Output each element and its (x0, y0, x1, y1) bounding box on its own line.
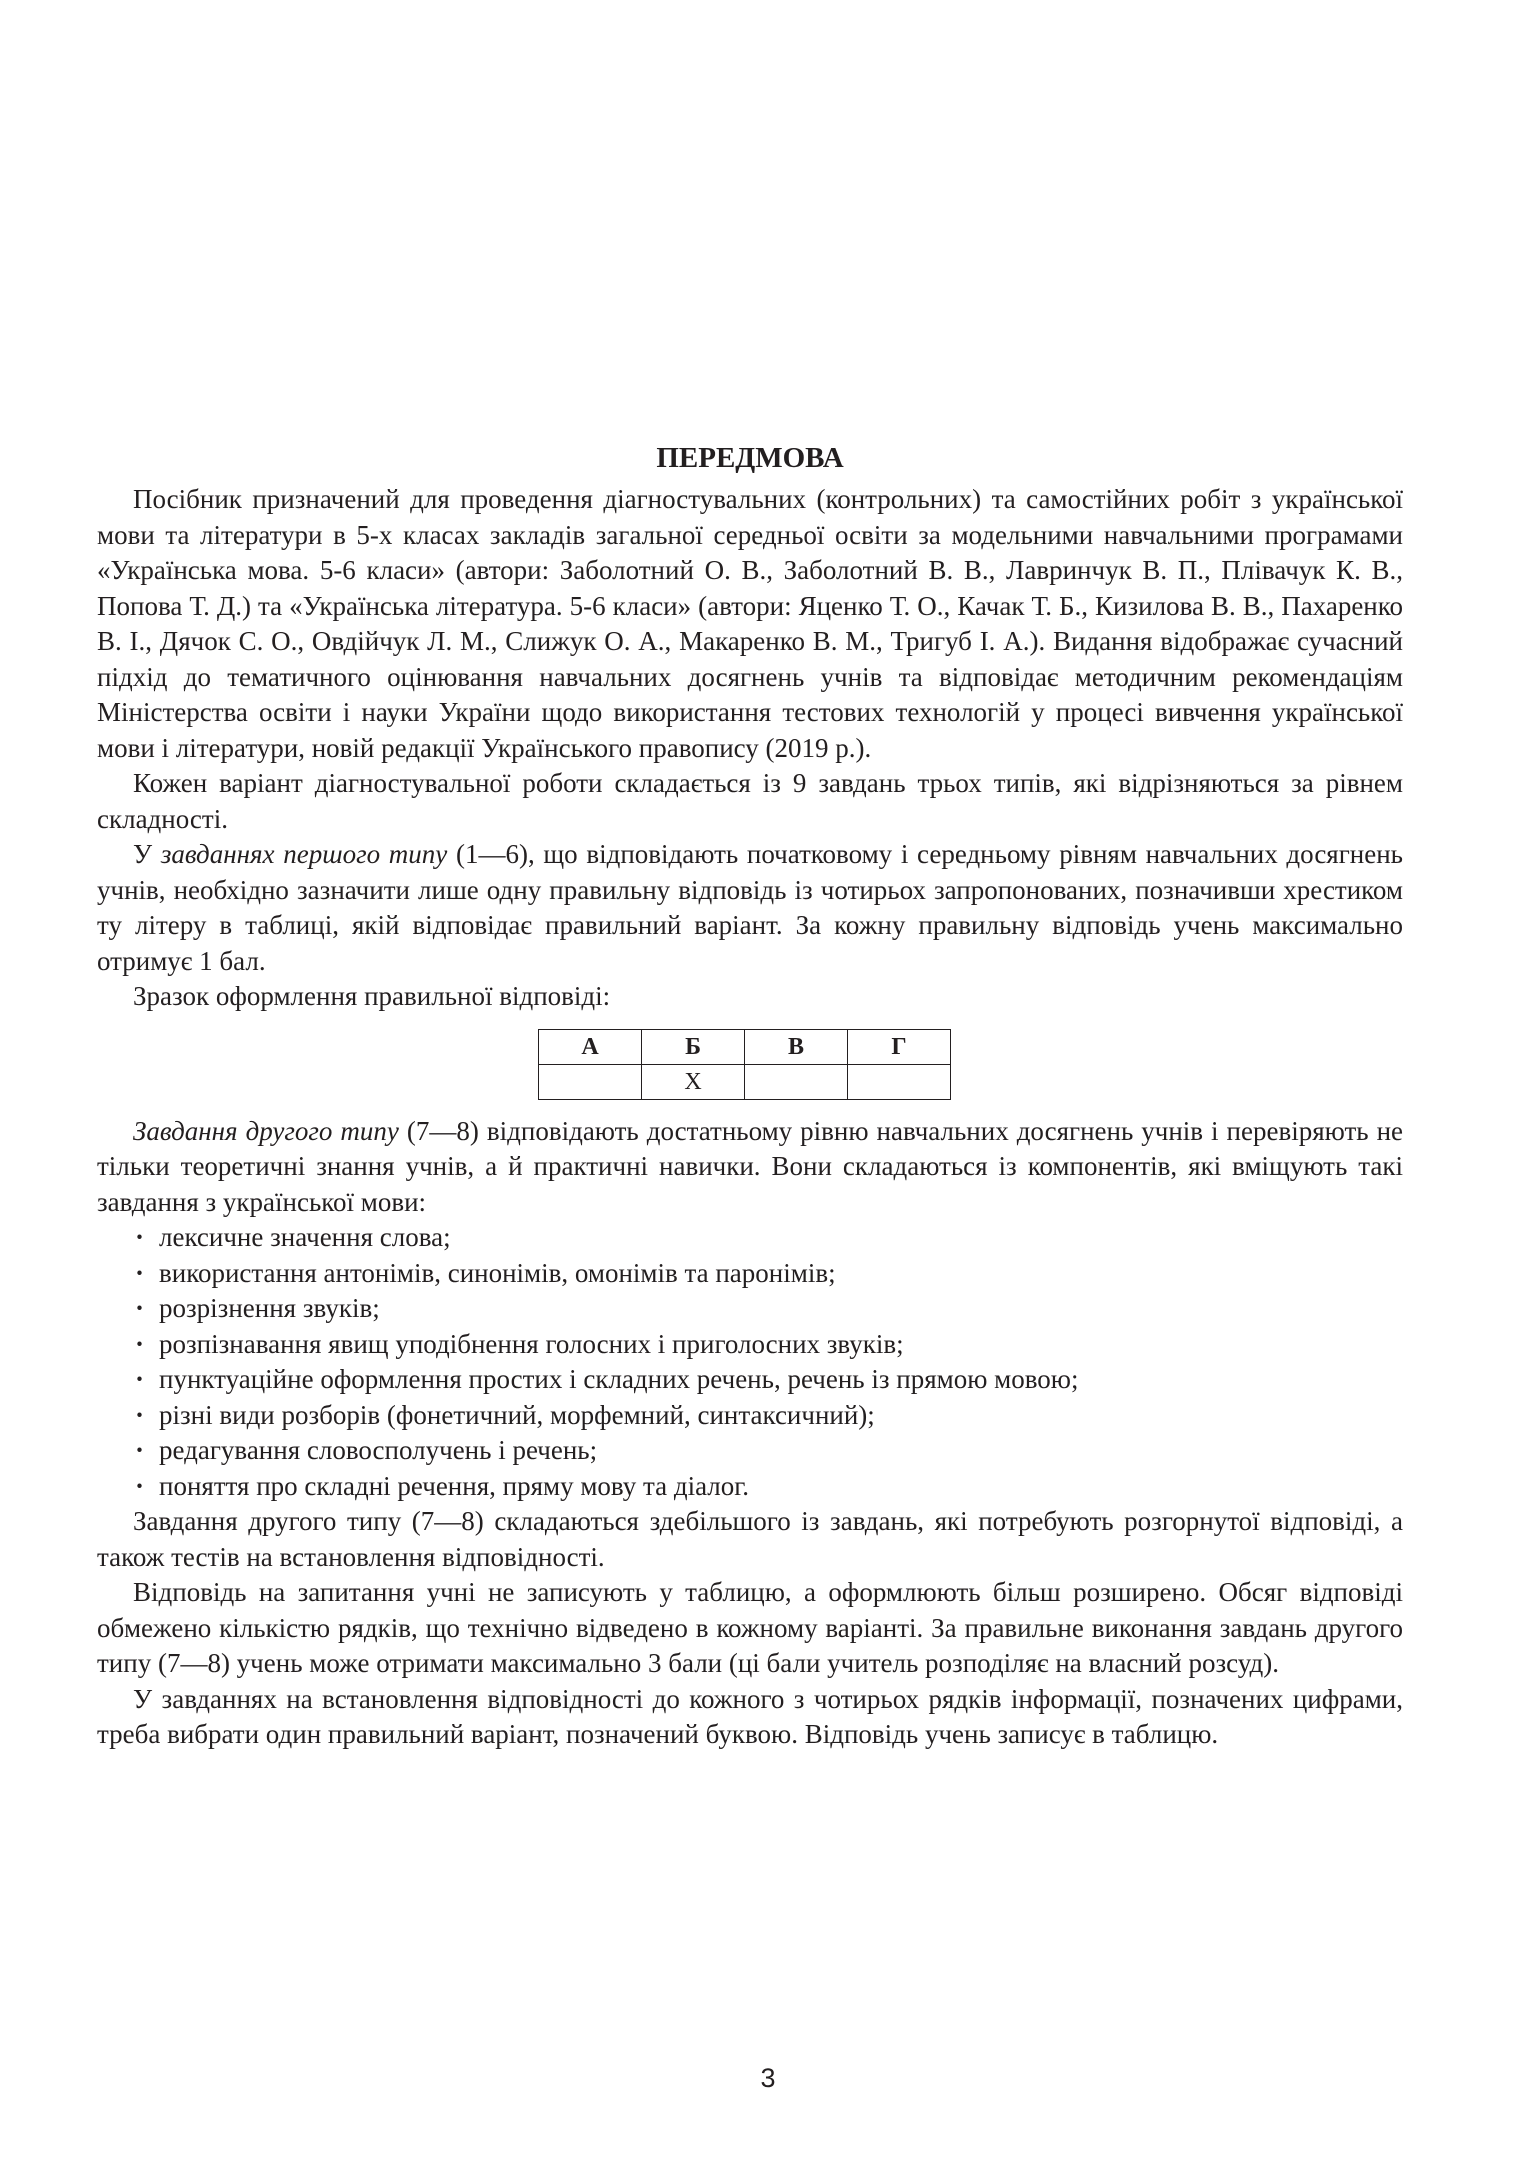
paragraph-intro: Посібник призначений для проведення діагностувальних (контрольних) та самостійних робіт з української мови та літератури в 5-х класах закладів загальної середньої освіти за модельними навчальними програмами «Українська мова. 5-6 класи» (автори: Заболотний О. В., Заболотний В. В., Лавринчук В. П., Плівачук К. В., Попова Т. Д.) та «Українська література. 5-6 класи» (автори: Яценко Т. О., Качак Т. Б., Кизилова В. В., Пахаренко В. І., Дячок С. О., Овдійчук Л. М., Слижук О. А., Макаренко В. М., Тригуб І. А.). Видання відображає сучасний підхід до тематичного оцінювання навчальних досягнень учнів та відповідає методичним рекомендаціям Міністерства освіти і науки України щодо використання тестових технологій у процесі вивчення української мови і літератури, новій редакції Українського правопису (2019 р.). (97, 484, 1403, 763)
list-item (135, 1362, 1403, 1398)
list-item (135, 1256, 1403, 1292)
second-type-term: Завдання другого типу (133, 1115, 399, 1146)
page-title: ПЕРЕДМОВА (656, 442, 844, 474)
list-item-text: лексичне значення слова; (159, 1222, 451, 1252)
list-item (135, 1220, 1403, 1256)
paragraph-second-type (97, 1114, 1403, 1221)
bullet-dot-icon: · (135, 1293, 145, 1323)
second-type-text: (7—8) відповідають достатньому рівню навчальних досягнень учнів і перевіряють не тільки теоретичні знання учнів, а й практичні навички. Вони складаються із компонентів, які вміщують такі завдання з української мови: (97, 1115, 1403, 1217)
list-item (135, 1469, 1403, 1505)
list-item-text: різні види розборів (фонетичний, морфемний, синтаксичний); (159, 1399, 875, 1430)
list-item (135, 1291, 1403, 1327)
list-item-text: використання антонімів, синонімів, омонімів та паронімів; (159, 1257, 836, 1288)
answer-header-h: Г (848, 1029, 951, 1064)
paragraph-answer-format: Відповідь на запитання учні не записують у таблицю, а оформлюють більш розширено. Обсяг відповіді обмежено кількістю рядків, що технічно відведено в кожному варіанті. За правильне виконання завдань другого типу (7—8) учень може отримати максимально 3 бали (ці бали учитель розподіляє на власний розсуд). (97, 1577, 1403, 1678)
task-components-list (97, 1220, 1403, 1504)
paragraph-first-type (97, 837, 1403, 979)
list-item-text: поняття про складні речення, пряму мову та діалог. (159, 1470, 750, 1501)
answer-cell-b: X (642, 1064, 745, 1099)
paragraph-matching-tasks: У завданнях на встановлення відповідності до кожного з чотирьох рядків інформації, позначених цифрами, треба вибрати один правильний варіант, позначений буквою. Відповідь учень записує в таблицю. (97, 1683, 1403, 1749)
paragraph-second-type-details: Завдання другого типу (7—8) складаються здебільшого із завдань, які потребують розгорнутої відповіді, а також тестів на встановлення відповідності. (97, 1506, 1403, 1572)
bullet-dot-icon: · (135, 1399, 145, 1430)
first-type-lead: У (133, 839, 161, 869)
bullet-dot-icon: · (135, 1328, 145, 1359)
answer-header-b: Б (642, 1029, 745, 1064)
answer-cell-v (745, 1064, 848, 1099)
answer-cell-h (848, 1064, 951, 1099)
bullet-dot-icon: · (135, 1435, 145, 1465)
first-type-text: (1—6), що відповідають початковому і середньому рівням навчальних досягнень учнів, необхідно зазначити лише одну правильну відповідь із чотирьох запропонованих, позначивши хрестиком ту літеру в таблиці, якій відповідає правильний варіант. За кожну правильну відповідь учень максимально отримує 1 бал. (97, 839, 1403, 976)
paragraph-variant-structure: Кожен варіант діагностувальної роботи складається із 9 завдань трьох типів, які відрізняються за рівнем складності. (97, 768, 1403, 834)
bullet-dot-icon: · (135, 1470, 145, 1501)
list-item-text: пунктуаційне оформлення простих і складних речень, речень із прямою мовою; (159, 1364, 1079, 1394)
page-number: 3 (760, 2063, 776, 2093)
first-type-term: завданнях першого типу (160, 839, 448, 869)
answer-header-v: В (745, 1029, 848, 1064)
preface-page (97, 440, 1403, 1753)
answer-header-a: А (539, 1029, 642, 1064)
list-item (135, 1433, 1403, 1469)
answer-table-header-row (539, 1029, 951, 1064)
list-item (135, 1398, 1403, 1434)
paragraph-sample-caption: Зразок оформлення правильної відповіді: (133, 981, 611, 1011)
list-item-text: розрізнення звуків; (159, 1293, 380, 1323)
list-item-text: розпізнавання явищ уподібнення голосних і приголосних звуків; (159, 1328, 904, 1359)
bullet-dot-icon: · (135, 1222, 145, 1252)
answer-table-mark-row (539, 1064, 951, 1099)
sample-answer-table (538, 1029, 951, 1100)
bullet-dot-icon: · (135, 1364, 145, 1394)
list-item-text: редагування словосполучень і речень; (159, 1435, 598, 1465)
bullet-dot-icon: · (135, 1257, 145, 1288)
list-item (135, 1327, 1403, 1363)
answer-cell-a (539, 1064, 642, 1099)
